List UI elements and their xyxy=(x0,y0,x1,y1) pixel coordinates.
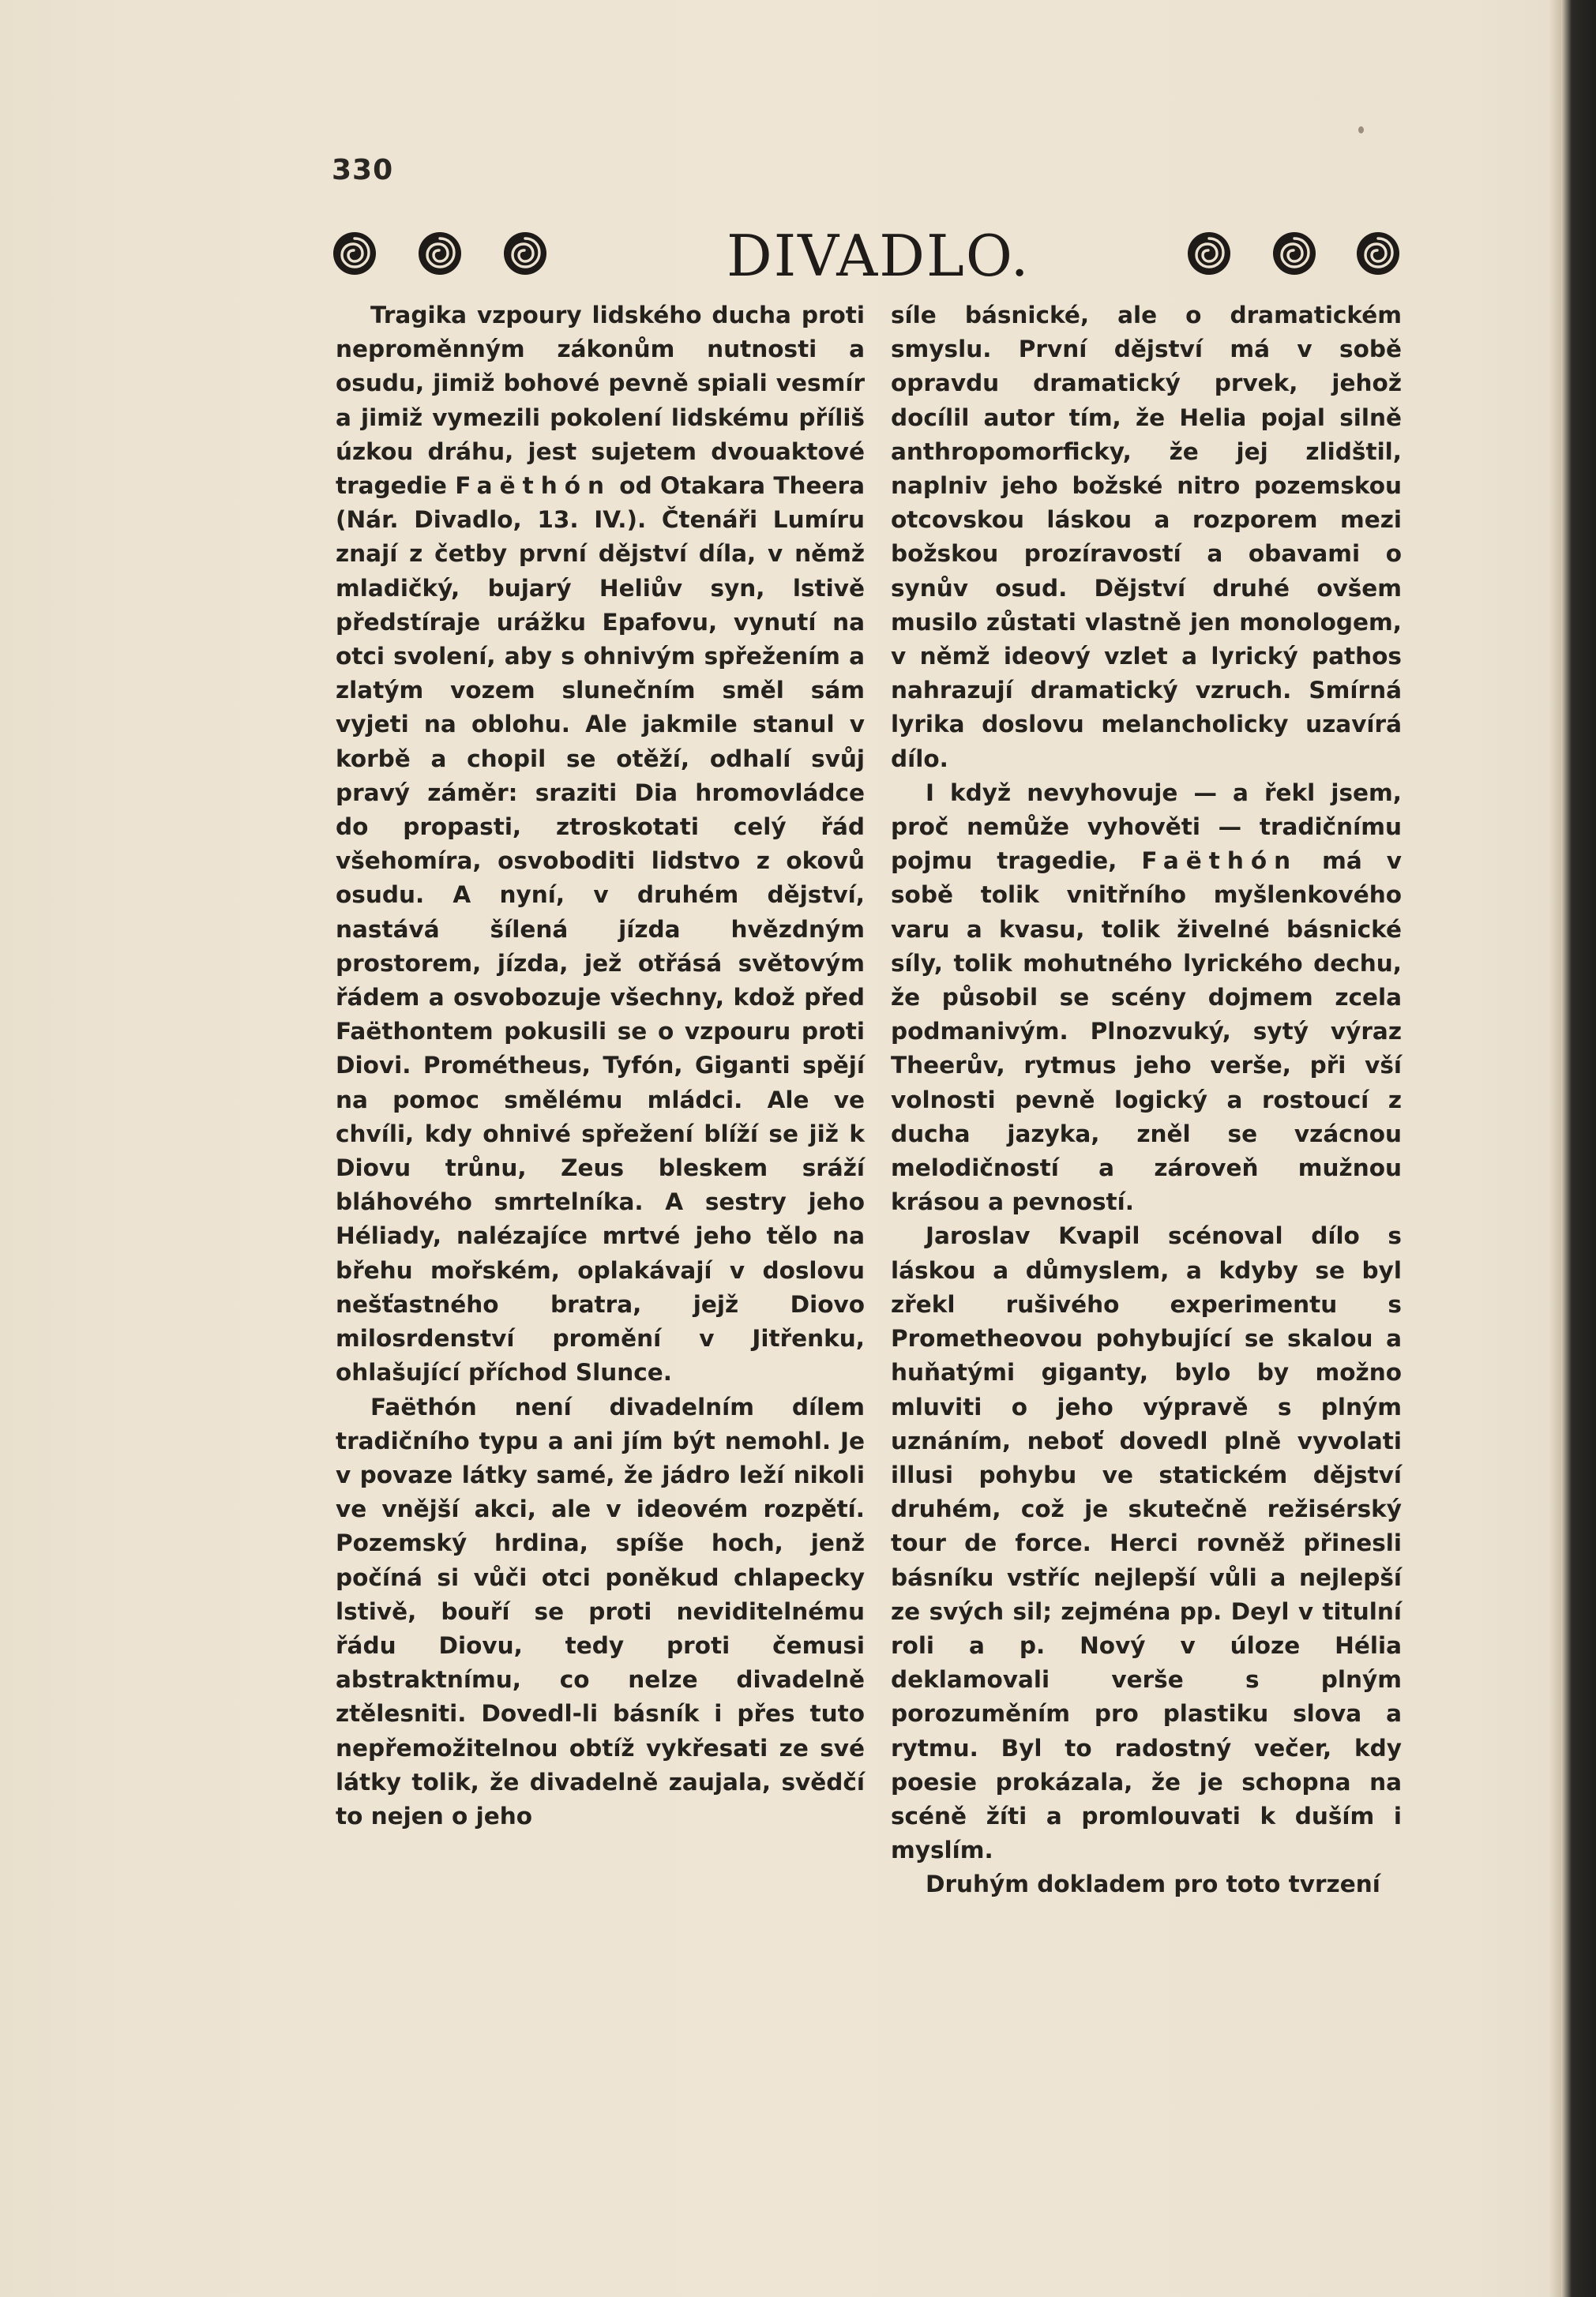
book-spine xyxy=(1561,0,1596,2297)
right-text-column xyxy=(891,298,1402,1902)
paragraph-continuation: síle básnické, ale o dramatickém smyslu. První dějství má v sobě opravdu dramatický prvek, jehož docílil autor tím, že Helia pojal silně anthropomorficky, že jej zlidštil, naplniv jeho božské nitro pozemskou otcovskou láskou a rozporem mezi božskou prozíravostí a obavami o synův osud. Dějství druhé ovšem musilo zůstati vlastně jen monologem, v němž ideový vzlet a lyrický pathos nahrazují dramatický vzruch. Smírná lyrika doslovu melancholicky uzavírá dílo. xyxy=(891,302,1402,772)
rose-ornament-icon xyxy=(502,231,548,276)
paragraph xyxy=(336,298,865,1391)
play-title-spaced: Faëthón xyxy=(455,472,611,500)
page-gutter-shadow xyxy=(1549,0,1561,2297)
left-text-column xyxy=(336,298,865,1833)
rose-ornament-icon xyxy=(1271,231,1317,276)
paragraph xyxy=(891,776,1402,1220)
rose-ornament-icon xyxy=(1186,231,1232,276)
paragraph-text: má v sobě tolik vnitřního myšlenkového varu a kvasu, tolik živelné básnické síly, tolik mohutného lyrického dechu, že působil se scény dojmem zcela podmanivým. Plnozvuký, sytý výraz Theerův, rytmus jeho verše, při vší volnosti pevně logický a rostoucí z ducha jazyka, zněl se vzácnou melodičností a zároveň mužnou krásou a pevností. xyxy=(891,847,1403,1216)
rose-ornament-icon xyxy=(1355,231,1401,276)
page-number: 330 xyxy=(332,154,394,186)
paragraph: Jaroslav Kvapil scénoval dílo s láskou a důmyslem, a kdyby se byl zřekl rušivého experimentu s Prometheovou pohybující se skalou a huňatými giganty, bylo by možno mluviti o jeho výpravě s plným uznáním, neboť dovedl plně vyvolati illusi pohybu ve statickém dějství druhém, což je skutečně režisérský tour de force. Herci rovněž přinesli básníku vstříc nejlepší vůli a nejlepší ze svých sil; zejména pp. Deyl v titulní roli a p. Nový v úloze Hélia deklamovali verše s plným porozuměním pro plastiku slova a rytmu. Byl to radostný večer, kdy poesie prokázala, že je schopna na scéně žíti a promlouvati k duším i myslím. xyxy=(891,1222,1402,1864)
paragraph-text: I když nevyhovuje — a řekl jsem, proč nemůže vyhověti — tradičnímu pojmu tragedie, xyxy=(891,779,1402,875)
rose-ornament-icon xyxy=(417,231,463,276)
paper-speck xyxy=(1358,126,1364,133)
paragraph-text: od Otakara Theera (Nár. Divadlo, 13. IV.). Čtenáři Lumíru znají z četby první dějství díla, v němž mladičký, bujarý Heliův syn, lstivě předstíraje urážku Epafovu, vynutí na otci svolení, aby s ohnivým spřežením a zlatým vozem slunečním směl sám vyjeti na oblohu. Ale jakmile stanul v korbě a chopil se otěží, odhalí svůj pravý záměr: sraziti Dia hromovládce do propasti, ztroskotati celý řád všehomíra, osvoboditi lidstvo z okovů osudu. A nyní, v druhém dějství, nastává šílená jízda hvězdným prostorem, jízda, jež otřásá světovým řádem a osvobozuje všechny, kdož před Faëthontem pokusili se o vzpouru proti Diovi. Prométheus, Tyfón, Giganti spějí na pomoc smělému mládci. Ale ve chvíli, kdy ohnivé spřežení blíží se již k Diovu trůnu, Zeus bleskem sráží bláhového smrtelníka. A sestry jeho Héliady, nalézajíce mrtvé jeho tělo na břehu mořském, oplakávají v doslovu nešťastného bratra, jejž Diovo milosrdenství promění v Jitřenku, ohlašující příchod Slunce. xyxy=(336,472,866,1387)
paragraph: Druhým dokladem pro toto tvrzení xyxy=(926,1871,1380,1898)
section-title: DIVADLO. xyxy=(727,223,1031,289)
paragraph: Faëthón není divadelním dílem tradičního typu a ani jím být nemohl. Je v povaze látky samé, že jádro leží nikoli ve vnější akci, ale v ideovém rozpětí. Pozemský hrdina, spíše hoch, jenž počíná si vůči otci poněkud chlapecky lstivě, bouří se proti neviditelnému řádu Diovu, tedy proti čemusi abstraktnímu, co nelze divadelně ztělesniti. Dovedl-li básník i přes tuto nepřemožitelnou obtíž vykřesati ze své látky tolik, že divadelně zaujala, svědčí to nejen o jeho xyxy=(336,1393,865,1830)
play-title-spaced: Faëthón xyxy=(1141,847,1298,875)
rose-ornament-icon xyxy=(332,231,377,276)
paragraph-text: Tragika vzpoury lidského ducha proti neproměnným zákonům nutnosti a osudu, jimiž bohové pevně spiali vesmír a jimiž vymezili pokolení lidskému příliš úzkou dráhu, jest sujetem dvouaktové tragedie xyxy=(336,302,865,500)
